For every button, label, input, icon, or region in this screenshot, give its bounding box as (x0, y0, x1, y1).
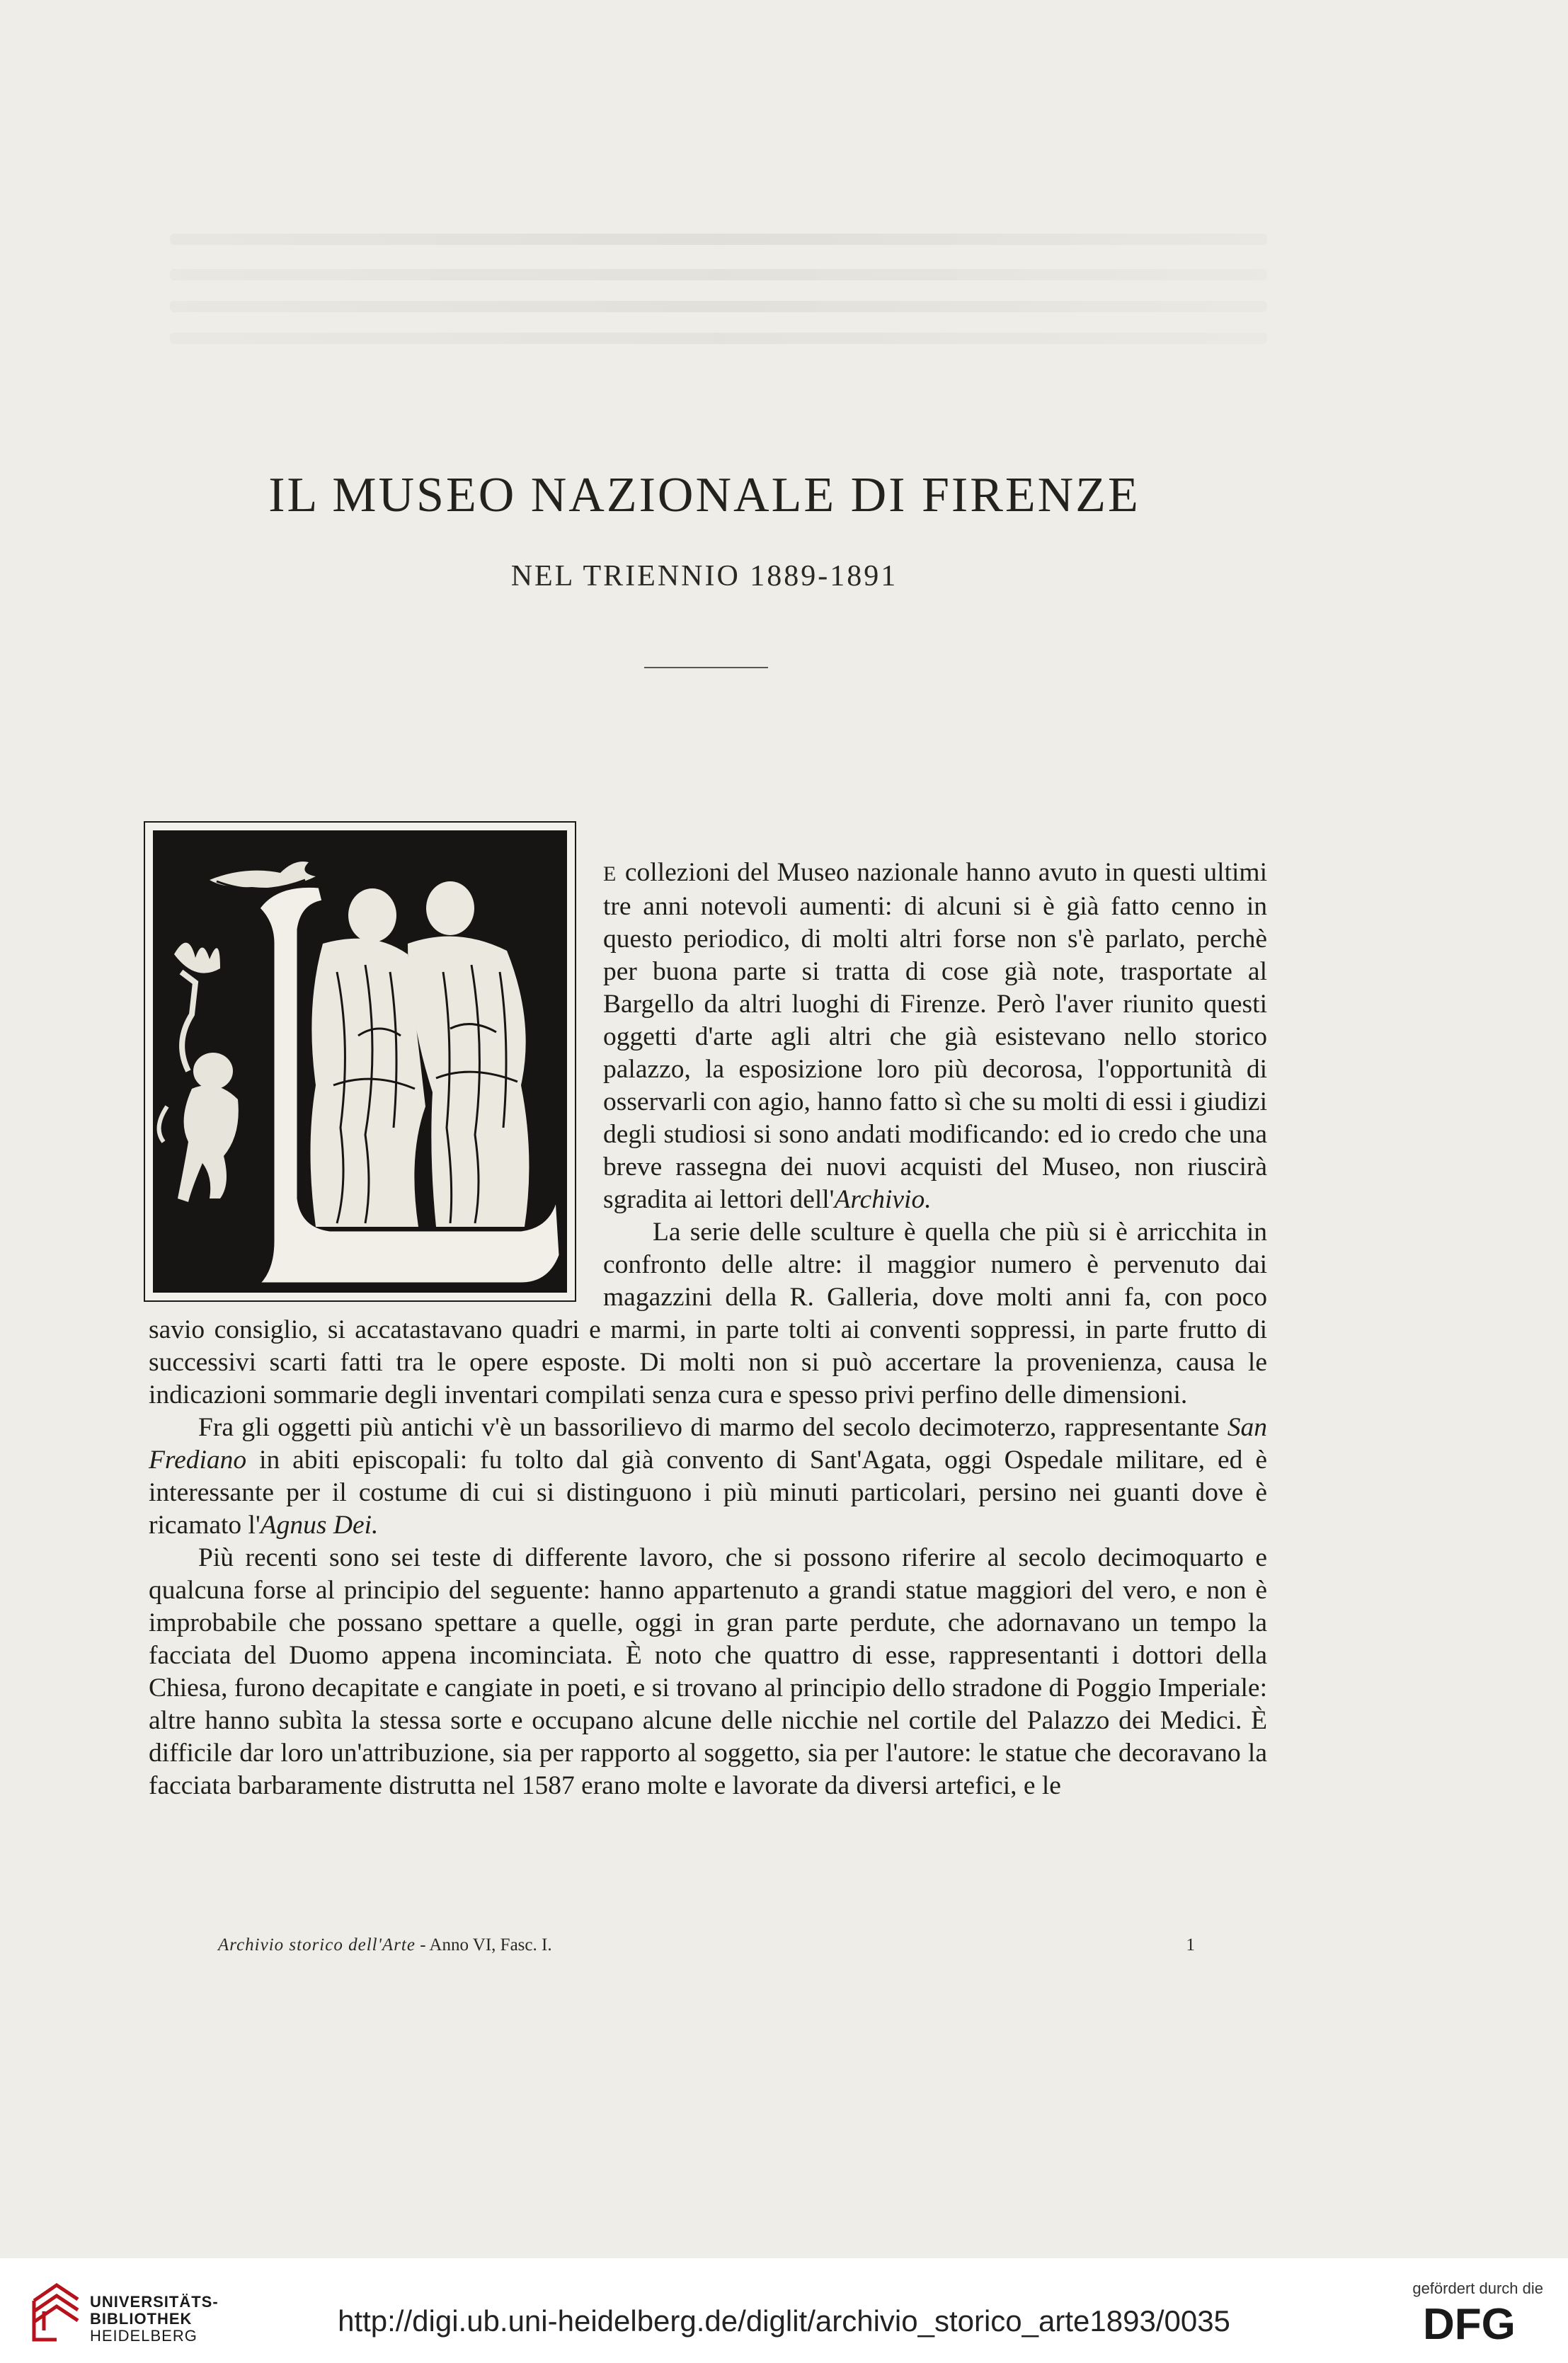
show-through-line (170, 333, 1267, 344)
library-name-line-2: BIBLIOTHEK (90, 2310, 193, 2328)
funder-label: gefördert durch die (1412, 2279, 1543, 2297)
paragraph-3-text-b: in abiti episcopali: fu tolto dal già convento di Sant'Agata, oggi Ospedale militare, ed è interessante per il costume di cui si distinguono i più minuti particolari, persino nei guanti dove è ricamato l' (149, 1446, 1267, 1540)
journal-issue: - Anno VI, Fasc. I. (415, 1935, 552, 1955)
paragraph-1 (149, 857, 1267, 1216)
permalink-url[interactable]: http://digi.ub.uni-heidelberg.de/diglit/archivio_storico_arte1893/0035 (338, 2304, 1230, 2338)
page-footer (218, 1935, 1195, 1955)
article-subtitle: NEL TRIENNIO 1889-1891 (510, 560, 898, 593)
paragraph-4: Più recenti sono sei teste di differente lavoro, che si possono riferire al secolo decimoquarto e qualcuna forse al principio del seguente: hanno appartenuto a grandi statue maggiori del vero, e non è improbabile che possano spettare a quelle, oggi in gran parte perdute, che adornavano un tempo la facciata del Duomo appena incominciata. È noto che quattro di esse, rappresentanti i dottori della Chiesa, furono decapitate e cangiate in poeti, e si trovano al principio dello stradone di Poggio Imperiale: altre hanno subìta la stessa sorte e occupano alcune delle nicchie nel cortile del Palazzo dei Medici. È difficile dar loro un'attribuzione, sia per rapporto al soggetto, sia per l'autore: le statue che decoravano la facciata barbaramente distrutta nel 1587 erano molte e lavorate da diversi artefici, e le (149, 1543, 1267, 1800)
journal-name: Archivio storico dell'Arte (218, 1935, 416, 1955)
digitization-footer (0, 2258, 1568, 2363)
paragraph-2: La serie delle sculture è quella che più si è arricchita in confronto delle altre: il maggior numero è pervenuto dai magazzini della R. Galleria, dove molti anni fa, con poco savio consiglio, si accatastavano quadri e marmi, in parte tolti ai conventi soppressi, in parte frutto di successivi scarti fatti tra le opere esposte. Di molti non si può accertare la provenienza, causa le indicazioni sommarie degli inventari compilati senza cura e spesso privi perfino delle dimensioni. (149, 1218, 1267, 1409)
paragraph-1-text: collezioni del Museo nazionale hanno avuto in questi ultimi tre anni notevoli aumenti: di alcuni si è già fatto cenno in questo periodico, di molti altri forse non s'è parlato, perchè per buona parte si tratta di cose già note, trasportate al Bargello da altri luoghi di Firenze. Però l'aver riunito questi oggetti d'arte agli altri che già esistevano nello storico palazzo, la esposizione loro più decorosa, l'opportunità di osservarli con agio, hanno fatto sì che su molti di essi i giudizi degli studiosi si sono andati modificando: ed io credo che una breve rassegna dei nuovi acquisti del Museo, non riuscirà sgradita ai lettori dell' (603, 858, 1267, 1214)
article-title: IL MUSEO NAZIONALE DI FIRENZE (268, 468, 1140, 522)
paragraph-1-italic: Archivio. (834, 1185, 932, 1214)
page-number: 1 (1186, 1935, 1195, 1955)
paragraph-3 (149, 1412, 1267, 1542)
paragraph-3-italic-a: San Frediano (149, 1413, 1267, 1475)
dfg-logo-icon[interactable] (1423, 2302, 1543, 2345)
library-name-line-3: HEIDELBERG (90, 2327, 198, 2345)
title-divider (644, 667, 768, 668)
paragraph-3-text-a: Fra gli oggetti più antichi v'è un bassorilievo di marmo del secolo decimoterzo, rappresentante (198, 1413, 1227, 1442)
show-through-line (170, 234, 1267, 245)
library-name-line-1: UNIVERSITÄTS- (90, 2293, 219, 2311)
article-body (149, 857, 1267, 1802)
paragraph-3-italic-b: Agnus Dei. (260, 1511, 379, 1540)
show-through-line (170, 301, 1267, 312)
initial-float-space (149, 857, 603, 1310)
show-through-line (170, 269, 1267, 280)
paragraph-1-opening: E (603, 862, 618, 886)
dfg-logo-text: DFG (1423, 2302, 1516, 2345)
